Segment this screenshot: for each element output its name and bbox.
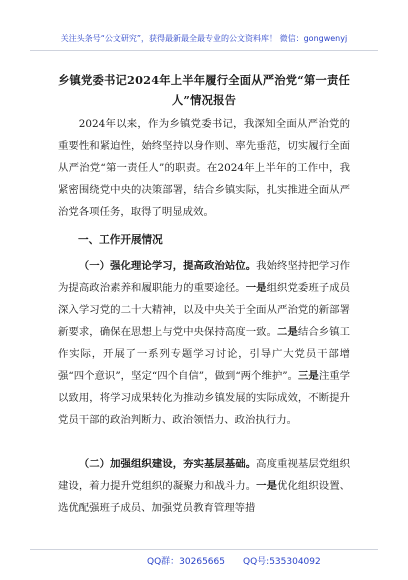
header-divider (30, 50, 378, 51)
item-1-paragraph (58, 255, 350, 443)
section-heading-1: 一、工作开展情况 (78, 234, 163, 246)
item-2-text-b: 优化组织设置、选优配强班子成员、加强党员教育管理等措 (58, 480, 350, 514)
item-2-lead-b: 一是 (256, 480, 278, 492)
footer-divider (30, 549, 378, 550)
document-title (58, 70, 350, 110)
item-1-lead-c: 二是 (277, 326, 298, 338)
item-1-lead-d: 三是 (298, 370, 319, 382)
title-line-1: 乡镇党委书记2024年上半年履行全面从严治党“第一责任 (58, 73, 350, 87)
qq-group-label: QQ群：30265665 (147, 557, 225, 567)
item-1-text-c: 结合乡镇工作实际，开展了一系列专题学习讨论，引导广大党员干部增强“四个意识”，坚定“四个自信”，做到“两个维护”。 (58, 326, 351, 382)
intro-paragraph (58, 113, 350, 223)
qq-number-label: QQ号:535304092 (243, 557, 321, 567)
item-2-text-a: 高度重视基层党组织建设，着力提升党组织的凝聚力和战斗力。 (58, 458, 350, 492)
item-1-lead-b: 一是 (245, 282, 267, 294)
item-1-text-d: 注重学以致用，将学习成果转化为推动乡镇发展的实际成效，不断提升党员干部的政治判断力、政治领悟力、政治执行力。 (58, 370, 351, 426)
item-1-text-a: 我始终坚持把学习作为提高政治素养和履职能力的重要途径。 (58, 260, 351, 294)
promo-banner: 关注头条号“公文研究”，获得最新最全最专业的公文资料库！ 微信：gongwenyj (60, 34, 348, 43)
item-2-paragraph (58, 453, 350, 541)
item-2-heading: （二）加强组织建设，夯实基层基础。 (78, 458, 257, 470)
item-1-text-b: 组织党委班子成员深入学习党的二十大精神，以及中央关于全面从严治党的新部署新要求，确保在思想上与党中央保持高度一致。 (58, 282, 351, 338)
item-1-heading: （一）强化理论学习，提高政治站位。 (78, 260, 257, 272)
title-line-2: 人”情况报告 (171, 93, 237, 107)
intro-text: 2024年以来，作为乡镇党委书记，我深知全面从严治党的重要性和紧迫性，始终坚持以身作则、率先垂范，切实履行全面从严治党“第一责任人”的职责。在2024年上半年的工作中，我紧密围绕党中央的决策部署，结合乡镇实际，扎实推进全面从严治党各项任务，取得了明显成效。 (58, 118, 350, 218)
